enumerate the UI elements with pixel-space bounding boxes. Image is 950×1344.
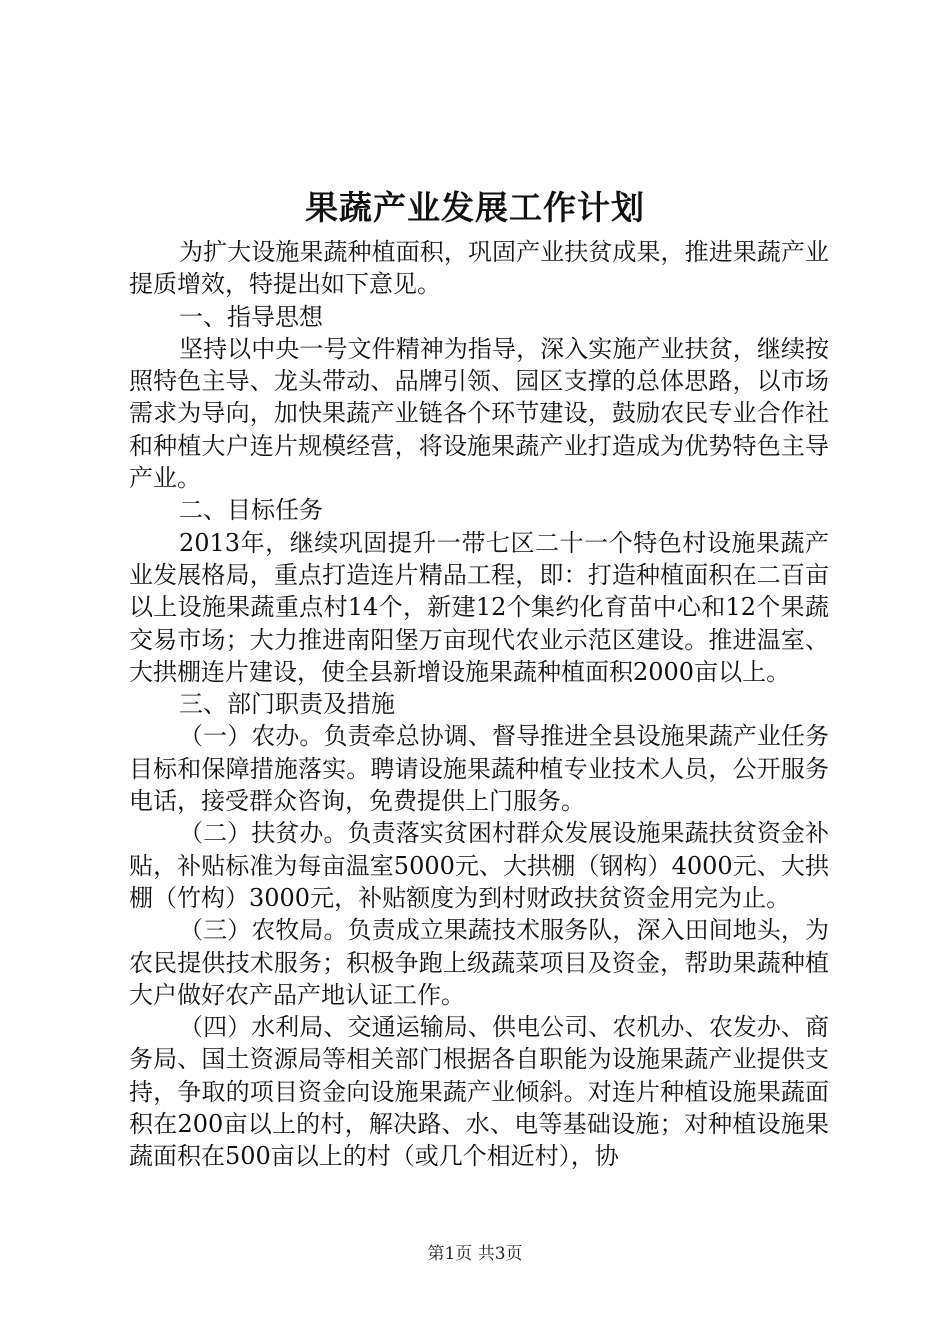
section-heading-1: 一、指导思想 [179,302,323,331]
section-heading-3: 三、部门职责及措施 [179,690,395,719]
page-number-footer: 第1页 共3页 [427,1244,523,1264]
paragraph-related-departments: （四）水利局、交通运输局、供电公司、农机办、农发办、商务局、国土资源局等相关部门根据各自职能为设施果蔬产业提供支持，争取的项目资金向设施果蔬产业倾斜。对连片种植设施果蔬面积在200亩以上的村，解决路、水、电等基础设施；对种植设施果蔬面积在500亩以上的村（或几个相近村），协 [129,1013,829,1171]
intro-paragraph: 为扩大设施果蔬种植面积，巩固产业扶贫成果，推进果蔬产业提质增效，特提出如下意见。 [129,238,829,299]
paragraph-agriculture-office: （一）农办。负责牵总协调、督导推进全县设施果蔬产业任务目标和保障措施落实。聘请设施果蔬种植专业技术人员，公开服务电话，接受群众咨询，免费提供上门服务。 [129,722,829,816]
paragraph-poverty-office: （二）扶贫办。负责落实贫困村群众发展设施果蔬扶贫资金补贴，补贴标准为每亩温室5000元、大拱棚（钢构）4000元、大拱棚（竹构）3000元，补贴额度为到村财政扶贫资金用完为止。 [129,819,829,912]
section-heading-2: 二、目标任务 [179,496,323,525]
paragraph-targets: 2013年，继续巩固提升一带七区二十一个特色村设施果蔬产业发展格局，重点打造连片精品工程，即：打造种植面积在二百亩以上设施果蔬重点村14个，新建12个集约化育苗中心和12个果蔬交易市场；大力推进南阳堡万亩现代农业示范区建设。推进温室、大拱棚连片建设，使全县新增设施果蔬种植面积2000亩以上。 [129,528,829,686]
document-title: 果蔬产业发展工作计划 [305,188,645,227]
paragraph-animal-husbandry-bureau: （三）农牧局。负责成立果蔬技术服务队，深入田间地头，为农民提供技术服务；积极争跑上级蔬菜项目及资金，帮助果蔬种植大户做好农产品产地认证工作。 [129,916,829,1009]
paragraph-guiding-ideas: 坚持以中央一号文件精神为指导，深入实施产业扶贫，继续按照特色主导、龙头带动、品牌引领、园区支撑的总体思路，以市场需求为导向，加快果蔬产业链各个环节建设，鼓励农民专业合作社和种植大户连片规模经营，将设施果蔬产业打造成为优势特色主导产业。 [129,334,829,493]
document-body [129,236,829,1173]
